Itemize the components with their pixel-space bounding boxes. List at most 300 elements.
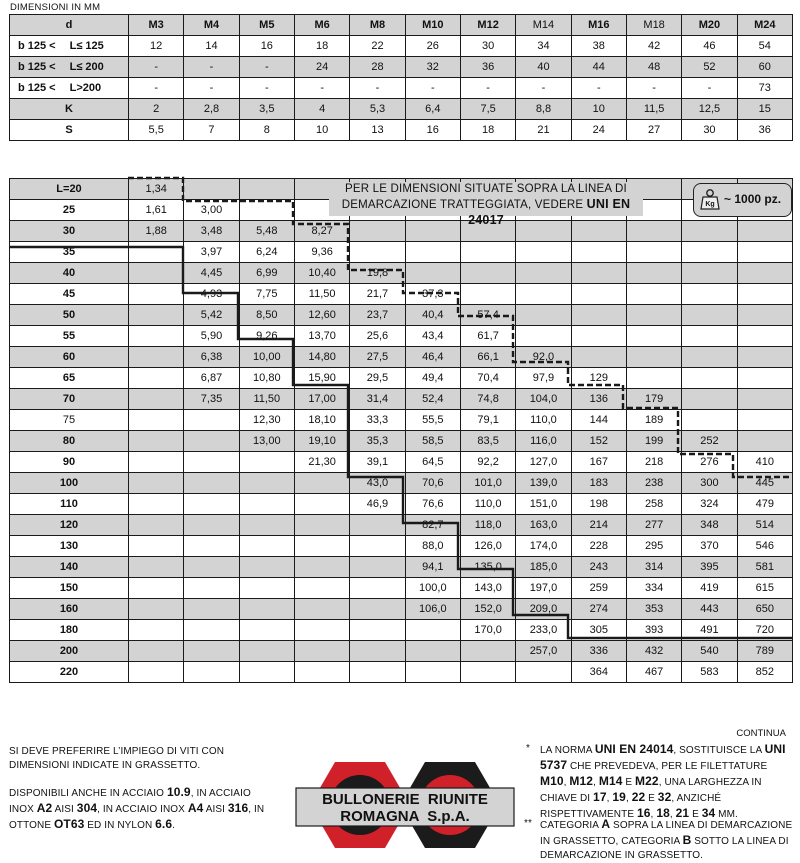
note-bold: M12 <box>569 774 594 788</box>
note-text: SOTTO LA LINEA DI DEMARCAZIONE IN GRASSETTO. <box>540 836 789 861</box>
weight-cell: 64,5 <box>405 452 460 473</box>
note-bold: 16 <box>636 806 651 820</box>
weight-cell: 55,5 <box>405 410 460 431</box>
weight-cell <box>737 368 792 389</box>
weight-cell <box>239 620 294 641</box>
value-cell: 14 <box>184 36 239 57</box>
weight-cell <box>405 263 460 284</box>
weight-cell: 1,34 <box>129 179 184 200</box>
weight-cell: 238 <box>626 473 681 494</box>
note-preference: SI DEVE PREFERIRE L’IMPIEGO DI VITI CON DIMENSIONI INDICATE IN GRASSETTO. <box>9 746 225 771</box>
weight-cell <box>682 242 737 263</box>
weight-cell: 3,48 <box>184 221 239 242</box>
weight-cell: 167 <box>571 452 626 473</box>
weight-cell: 491 <box>682 620 737 641</box>
weight-cell <box>516 662 571 683</box>
weight-cell: 8,50 <box>239 305 294 326</box>
weight-cell: 29,5 <box>350 368 405 389</box>
weight-cell <box>350 662 405 683</box>
weight-cell: 46,9 <box>350 494 405 515</box>
weight-cell: 13,00 <box>239 431 294 452</box>
weight-cell: 152,0 <box>460 599 515 620</box>
weight-row <box>10 452 793 473</box>
weight-cell <box>184 662 239 683</box>
weight-cell <box>129 284 184 305</box>
weight-cell <box>737 431 792 452</box>
note-bold: UNI 5737 <box>540 742 786 772</box>
weight-cell: 214 <box>571 515 626 536</box>
weight-cell: 209,0 <box>516 599 571 620</box>
weight-cell: 3,97 <box>184 242 239 263</box>
weight-cell <box>184 431 239 452</box>
value-cell: 26 <box>405 36 460 57</box>
row-label <box>10 78 129 99</box>
row-label-condition: b 125 < <box>18 40 56 52</box>
weight-cell: 5,48 <box>239 221 294 242</box>
weight-cell <box>239 536 294 557</box>
weight-cell: 295 <box>626 536 681 557</box>
value-cell: 2,8 <box>184 99 239 120</box>
weight-cell: 334 <box>626 578 681 599</box>
weight-cell <box>737 284 792 305</box>
weight-cell: 233,0 <box>516 620 571 641</box>
weight-cell <box>129 431 184 452</box>
weight-row <box>10 473 793 494</box>
weight-cell: 15,90 <box>294 368 349 389</box>
weight-row <box>10 431 793 452</box>
note-text: , <box>563 777 570 788</box>
weight-cell: 720 <box>737 620 792 641</box>
note-bold: M14 <box>598 774 623 788</box>
note-bold: 17 <box>593 790 607 804</box>
weight-cell: 23,7 <box>350 305 405 326</box>
weight-cell: 139,0 <box>516 473 571 494</box>
value-cell: 46 <box>682 36 737 57</box>
weight-cell: 257,0 <box>516 641 571 662</box>
weight-cell: 581 <box>737 557 792 578</box>
weight-cell: 258 <box>626 494 681 515</box>
value-cell: 8 <box>239 120 294 141</box>
weight-cell: 259 <box>571 578 626 599</box>
uni-note-line2: DEMARCAZIONE TRATTEGGIATA, VEDERE <box>341 199 584 211</box>
weight-cell <box>626 347 681 368</box>
note-bold: 10.9 <box>166 785 191 799</box>
dimensions-title: DIMENSIONI IN MM <box>10 2 101 13</box>
weight-row <box>10 284 793 305</box>
value-cell: 15 <box>737 99 792 120</box>
weight-cell <box>184 557 239 578</box>
weight-cell <box>516 326 571 347</box>
weight-cell: 1,88 <box>129 221 184 242</box>
weight-cell: 5,90 <box>184 326 239 347</box>
note-bold: 34 <box>701 806 716 820</box>
weight-cell <box>129 242 184 263</box>
weight-cell <box>294 557 349 578</box>
weight-cell <box>184 620 239 641</box>
weight-cell <box>294 515 349 536</box>
weight-cell: 540 <box>682 641 737 662</box>
weight-cell: 243 <box>571 557 626 578</box>
weight-cell: 6,99 <box>239 263 294 284</box>
weight-cell: 650 <box>737 599 792 620</box>
dimensions-row <box>10 57 793 78</box>
header-cell-m10: M10 <box>405 15 460 36</box>
dimensions-row <box>10 36 793 57</box>
weight-cell: 9,36 <box>294 242 349 263</box>
note-bold: 19 <box>612 790 626 804</box>
weight-cell: 170,0 <box>460 620 515 641</box>
weight-cell <box>682 263 737 284</box>
weight-cell: 126,0 <box>460 536 515 557</box>
length-cell: 150 <box>10 578 129 599</box>
weight-row <box>10 515 793 536</box>
weight-cell: 348 <box>682 515 737 536</box>
weight-cell: 104,0 <box>516 389 571 410</box>
header-cell-m8: M8 <box>350 15 405 36</box>
weight-cell: 40,4 <box>405 305 460 326</box>
weight-cell <box>129 641 184 662</box>
weight-cell <box>129 536 184 557</box>
weight-cell: 57,4 <box>460 305 515 326</box>
weight-cell: 546 <box>737 536 792 557</box>
weight-cell: 11,50 <box>239 389 294 410</box>
value-cell: 4 <box>294 99 349 120</box>
weight-cell: 395 <box>682 557 737 578</box>
weight-cell <box>737 263 792 284</box>
weight-table <box>9 178 793 683</box>
weight-cell: 118,0 <box>460 515 515 536</box>
value-cell: - <box>682 78 737 99</box>
weight-cell: 17,00 <box>294 389 349 410</box>
length-cell: 140 <box>10 557 129 578</box>
weight-cell <box>129 326 184 347</box>
weight-cell <box>460 641 515 662</box>
package-label: ~ 1000 pz. <box>724 192 782 206</box>
note-bold: M10 <box>540 774 564 788</box>
weight-cell: 25,6 <box>350 326 405 347</box>
note-text: , UNA LARGHEZZA IN CHIAVE DI <box>540 777 762 804</box>
weight-cell <box>516 242 571 263</box>
value-cell: - <box>626 78 681 99</box>
note-bold: 32 <box>657 790 672 804</box>
value-cell: 24 <box>571 120 626 141</box>
weight-cell: 276 <box>682 452 737 473</box>
weight-cell: 199 <box>626 431 681 452</box>
row-label-length: L≤ 200 <box>69 61 104 73</box>
weight-cell <box>460 263 515 284</box>
value-cell: - <box>239 78 294 99</box>
note-text: , <box>669 809 676 820</box>
weight-cell <box>129 452 184 473</box>
weight-cell <box>184 641 239 662</box>
weight-row <box>10 662 793 683</box>
length-cell: 220 <box>10 662 129 683</box>
weight-cell: 228 <box>571 536 626 557</box>
note-text: LA NORMA <box>540 745 595 756</box>
weight-cell <box>129 410 184 431</box>
dimensions-row <box>10 120 793 141</box>
weight-cell <box>350 242 405 263</box>
weight-cell: 61,7 <box>460 326 515 347</box>
weight-row <box>10 263 793 284</box>
weight-cell <box>294 473 349 494</box>
weight-cell: 419 <box>682 578 737 599</box>
uni-note-box <box>329 182 643 227</box>
dimensions-header-row <box>10 15 793 36</box>
weight-cell <box>239 578 294 599</box>
weight-cell <box>184 473 239 494</box>
weight-cell <box>737 326 792 347</box>
length-cell: 120 <box>10 515 129 536</box>
value-cell: 44 <box>571 57 626 78</box>
weight-cell <box>184 410 239 431</box>
weight-cell: 252 <box>682 431 737 452</box>
note-bold: 304 <box>76 801 98 815</box>
header-cell-m3: M3 <box>129 15 184 36</box>
value-cell: 16 <box>405 120 460 141</box>
header-cell-m4: M4 <box>184 15 239 36</box>
weight-cell: 33,3 <box>350 410 405 431</box>
weight-cell <box>405 641 460 662</box>
weight-cell: 6,87 <box>184 368 239 389</box>
weight-cell: 10,00 <box>239 347 294 368</box>
value-cell: - <box>405 78 460 99</box>
value-cell: 30 <box>682 120 737 141</box>
asterisk: * <box>526 743 530 754</box>
weight-cell: 97,9 <box>516 368 571 389</box>
weight-cell: 10,80 <box>239 368 294 389</box>
weight-row <box>10 578 793 599</box>
weight-cell: 14,80 <box>294 347 349 368</box>
weight-cell: 364 <box>571 662 626 683</box>
note-materials <box>9 785 274 833</box>
value-cell: 5,5 <box>129 120 184 141</box>
weight-cell: 12,30 <box>239 410 294 431</box>
package-quantity-badge <box>693 183 792 217</box>
continua-label: CONTINUA <box>736 728 786 739</box>
weight-cell: 198 <box>571 494 626 515</box>
note-text: AISI <box>203 804 228 815</box>
weight-cell <box>516 284 571 305</box>
value-cell: 22 <box>350 36 405 57</box>
value-cell: 16 <box>239 36 294 57</box>
uni-note-line1: PER LE DIMENSIONI SITUATE SOPRA LA LINEA DI <box>345 183 627 195</box>
length-cell: 35 <box>10 242 129 263</box>
value-cell: - <box>571 78 626 99</box>
weight-cell <box>294 641 349 662</box>
weight-cell: 432 <box>626 641 681 662</box>
weight-cell <box>682 284 737 305</box>
weight-cell <box>184 578 239 599</box>
note-text: E <box>645 793 658 804</box>
weight-cell <box>460 662 515 683</box>
weight-cell: 92,0 <box>516 347 571 368</box>
weight-cell: 52,4 <box>405 389 460 410</box>
value-cell: 21 <box>516 120 571 141</box>
weight-cell: 7,75 <box>239 284 294 305</box>
note-text: . <box>172 820 176 831</box>
row-label <box>10 57 129 78</box>
weight-cell: 35,3 <box>350 431 405 452</box>
weight-row <box>10 410 793 431</box>
weight-cell <box>129 557 184 578</box>
weight-cell: 18,10 <box>294 410 349 431</box>
weight-cell <box>516 305 571 326</box>
weight-cell <box>184 494 239 515</box>
note-text: , <box>593 777 599 788</box>
weight-cell <box>460 242 515 263</box>
value-cell: - <box>239 57 294 78</box>
value-cell: 6,4 <box>405 99 460 120</box>
note-text: E <box>689 809 702 820</box>
weight-cell: 101,0 <box>460 473 515 494</box>
weight-cell: 11,50 <box>294 284 349 305</box>
weight-cell <box>350 578 405 599</box>
weight-cell <box>626 263 681 284</box>
length-cell: 65 <box>10 368 129 389</box>
weight-cell <box>294 599 349 620</box>
weight-cell: 3,00 <box>184 200 239 221</box>
weight-cell: 8,27 <box>294 221 349 242</box>
value-cell: - <box>184 57 239 78</box>
weight-row <box>10 620 793 641</box>
weight-cell: 49,4 <box>405 368 460 389</box>
header-cell-m18: M18 <box>626 15 681 36</box>
value-cell: 40 <box>516 57 571 78</box>
length-cell: 70 <box>10 389 129 410</box>
weight-cell: 179 <box>626 389 681 410</box>
value-cell: 38 <box>571 36 626 57</box>
weight-cell <box>239 452 294 473</box>
note-uni-en-24014 <box>526 742 795 822</box>
weight-cell <box>129 389 184 410</box>
weight-cell: 189 <box>626 410 681 431</box>
weight-cell: 39,1 <box>350 452 405 473</box>
weight-row <box>10 536 793 557</box>
weight-row <box>10 347 793 368</box>
weight-cell: 300 <box>682 473 737 494</box>
logo-text-line1: BULLONERIE RIUNITE <box>322 791 488 808</box>
header-cell-m14: M14 <box>516 15 571 36</box>
weight-cell: 135,0 <box>460 557 515 578</box>
weight-cell <box>571 284 626 305</box>
logo-text-line2: ROMAGNA S.p.A. <box>340 808 470 825</box>
weight-cell <box>405 242 460 263</box>
weight-cell: 31,4 <box>350 389 405 410</box>
weight-cell: 110,0 <box>516 410 571 431</box>
weight-cell <box>405 662 460 683</box>
weight-cell <box>129 620 184 641</box>
weight-cell: 83,5 <box>460 431 515 452</box>
note-bold: 316 <box>227 801 249 815</box>
row-label-length: L>200 <box>69 82 102 94</box>
weight-cell <box>737 305 792 326</box>
value-cell: 30 <box>460 36 515 57</box>
value-cell: 18 <box>294 36 349 57</box>
dimensions-row <box>10 78 793 99</box>
weight-row <box>10 641 793 662</box>
weight-cell <box>239 473 294 494</box>
weight-cell: 82,7 <box>405 515 460 536</box>
weight-cell: 66,1 <box>460 347 515 368</box>
weight-cell: 314 <box>626 557 681 578</box>
weight-cell: 9,26 <box>239 326 294 347</box>
weight-cell: 43,4 <box>405 326 460 347</box>
weight-cell: 144 <box>571 410 626 431</box>
weight-cell: 58,5 <box>405 431 460 452</box>
weight-cell <box>737 410 792 431</box>
note-text: CHE PREVEDEVA, PER LE FILETTATURE <box>567 761 768 772</box>
weight-cell: 4,45 <box>184 263 239 284</box>
weight-cell <box>516 263 571 284</box>
weight-cell <box>737 347 792 368</box>
value-cell: - <box>516 78 571 99</box>
weight-cell: 443 <box>682 599 737 620</box>
row-label: S <box>10 120 129 141</box>
weight-cell: 353 <box>626 599 681 620</box>
weight-cell: 336 <box>571 641 626 662</box>
note-bold: 6.6 <box>155 817 173 831</box>
value-cell: 11,5 <box>626 99 681 120</box>
weight-cell <box>571 263 626 284</box>
note-bold: 22 <box>631 790 646 804</box>
weight-cell: 183 <box>571 473 626 494</box>
weight-cell: 127,0 <box>516 452 571 473</box>
weight-cell <box>239 662 294 683</box>
value-cell: 10 <box>294 120 349 141</box>
weight-cell: 76,6 <box>405 494 460 515</box>
weight-cell: 13,70 <box>294 326 349 347</box>
weight-icon-text: Kg <box>705 201 715 208</box>
weight-cell: 583 <box>682 662 737 683</box>
value-cell: 24 <box>294 57 349 78</box>
weight-cell <box>350 620 405 641</box>
weight-cell <box>682 326 737 347</box>
weight-cell: 70,4 <box>460 368 515 389</box>
weight-cell: 129 <box>571 368 626 389</box>
value-cell: 7 <box>184 120 239 141</box>
weight-row <box>10 389 793 410</box>
weight-cell <box>184 515 239 536</box>
weight-cell <box>737 242 792 263</box>
note-bold: 21 <box>675 806 690 820</box>
weight-cell: 116,0 <box>516 431 571 452</box>
note-bold: UNI EN 24014 <box>594 742 674 756</box>
weight-cell <box>239 494 294 515</box>
note-bold: A <box>601 817 611 831</box>
row-label: K <box>10 99 129 120</box>
row-label <box>10 36 129 57</box>
length-cell: 55 <box>10 326 129 347</box>
weight-cell <box>129 347 184 368</box>
company-logo <box>290 750 520 860</box>
weight-cell <box>239 179 294 200</box>
value-cell: 3,5 <box>239 99 294 120</box>
weight-cell <box>682 410 737 431</box>
note-bold: A2 <box>36 801 53 815</box>
weight-cell <box>294 620 349 641</box>
weight-cell <box>682 389 737 410</box>
weight-cell <box>184 452 239 473</box>
note-text: , <box>650 809 657 820</box>
weight-cell: 514 <box>737 515 792 536</box>
value-cell: 18 <box>460 120 515 141</box>
value-cell: - <box>294 78 349 99</box>
length-cell: 80 <box>10 431 129 452</box>
weight-icon <box>699 188 721 210</box>
note-text: , <box>625 793 632 804</box>
note-text: , IN ACCIAIO INOX <box>9 788 251 815</box>
